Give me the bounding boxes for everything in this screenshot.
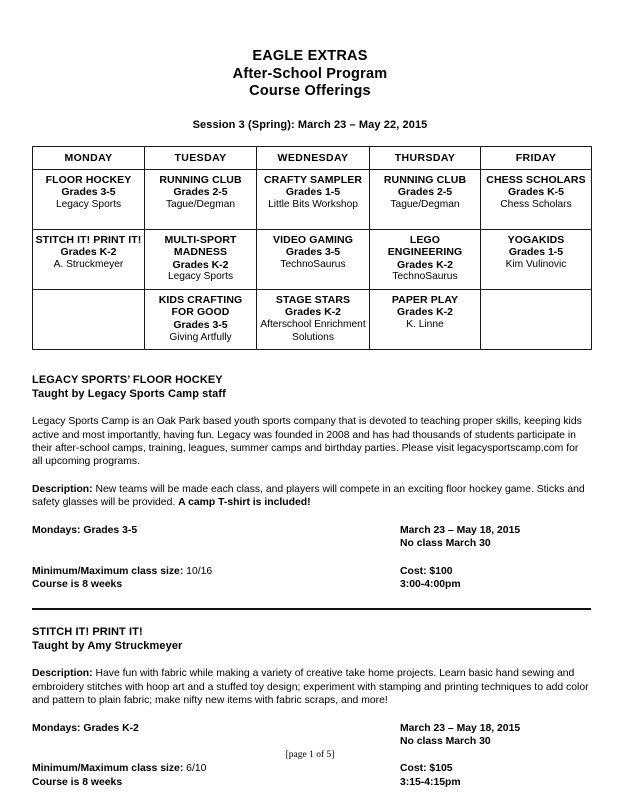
- schedule-cell: [370, 289, 481, 349]
- course-name: RUNNING CLUB: [159, 173, 242, 186]
- course-grades: Grades K-2: [396, 258, 454, 271]
- page-number-footer: [page 1 of 5]: [285, 750, 335, 760]
- description-highlight: A camp T-shirt is included!: [178, 497, 311, 509]
- table-row: [33, 289, 592, 349]
- course-teacher: TechnoSaurus: [280, 258, 346, 270]
- column-header-thursday: THURSDAY: [370, 146, 481, 169]
- course-name: STAGE STARS: [275, 293, 351, 306]
- course-teacher: Legacy Sports: [55, 198, 122, 210]
- logistics-row: [32, 776, 591, 789]
- column-header-monday: MONDAY: [33, 146, 145, 169]
- schedule-cell: [370, 229, 481, 289]
- course-description: [32, 667, 591, 707]
- logistics-row: [32, 537, 591, 550]
- logistics-row: [32, 722, 591, 735]
- course-grades: Grades K-5: [507, 186, 565, 199]
- course-name: PAPER PLAY: [391, 293, 459, 306]
- class-size-label: Minimum/Maximum class size:: [32, 763, 184, 775]
- description-text: Have fun with fabric while making a variety of creative take home projects. Learn basic hand sewing and embroidery stitches with hoop art and a stuffed toy design; experiment with stamping and printing techniques to add color and pattern to plain fabric; make nifty new items with fabric scraps, and more!: [32, 668, 589, 707]
- course-detail-floor-hockey: [32, 374, 591, 591]
- class-size-value: 10/16: [183, 565, 213, 577]
- column-header-wednesday: WEDNESDAY: [257, 146, 370, 169]
- course-schedule-table-wrapper: [32, 146, 591, 351]
- course-day-grades: Mondays: Grades K-2: [32, 722, 139, 734]
- logistics-row: [32, 565, 591, 578]
- schedule-cell: [257, 169, 370, 229]
- course-grades: Grades 2-5: [173, 186, 228, 199]
- course-teacher: TechnoSaurus: [392, 271, 458, 283]
- course-teacher: Tague/Degman: [165, 198, 236, 210]
- course-name: FLOOR HOCKEY: [45, 173, 132, 186]
- course-time: 3:00-4:00pm: [400, 578, 461, 590]
- schedule-cell: [481, 169, 592, 229]
- course-name: YOGAKIDS: [507, 233, 565, 246]
- course-teacher: Giving Artfully: [169, 331, 232, 343]
- schedule-cell: [481, 229, 592, 289]
- course-subheading: Taught by Legacy Sports Camp staff: [32, 387, 226, 400]
- course-no-class-note: No class March 30: [400, 735, 491, 747]
- course-schedule-table: [32, 146, 592, 351]
- course-grades: Grades K-2: [396, 306, 454, 319]
- class-size-label: Minimum/Maximum class size:: [32, 565, 184, 577]
- course-teacher: Legacy Sports: [167, 271, 234, 283]
- schedule-cell: [145, 169, 257, 229]
- page-title-line-2: After-School Program: [232, 65, 388, 82]
- course-teacher: Chess Scholars: [500, 198, 572, 210]
- schedule-cell: [33, 169, 145, 229]
- course-day-grades: Mondays: Grades 3-5: [32, 524, 138, 536]
- schedule-cell: [33, 229, 145, 289]
- course-logistics: [32, 524, 591, 592]
- course-name: KIDS CRAFTING FOR GOOD: [158, 293, 243, 319]
- schedule-cell: [145, 229, 257, 289]
- table-row: [33, 169, 592, 229]
- course-teacher: Kim Vulinovic: [505, 258, 567, 270]
- schedule-cell: [257, 229, 370, 289]
- page-title-line-1: EAGLE EXTRAS: [252, 48, 368, 64]
- class-size-value: 6/10: [183, 763, 207, 775]
- course-class-size: [32, 762, 400, 775]
- description-label: Description:: [32, 668, 93, 680]
- schedule-cell-empty: [481, 289, 592, 349]
- course-heading: STITCH IT! PRINT IT!: [32, 626, 143, 639]
- logistics-row: [32, 578, 591, 591]
- course-detail-stitch-it-print-it: [32, 626, 591, 789]
- course-name: RUNNING CLUB: [383, 173, 467, 186]
- course-grades: Grades 1-5: [285, 186, 341, 199]
- course-name: CRAFTY SAMPLER: [263, 173, 363, 186]
- course-time: 3:15-4:15pm: [400, 776, 461, 788]
- spacer: [32, 551, 591, 565]
- schedule-cell-empty: [33, 289, 145, 349]
- schedule-cell: [145, 289, 257, 349]
- logistics-row: [32, 735, 591, 748]
- course-teacher: A. Struckmeyer: [53, 258, 124, 270]
- course-name: VIDEO GAMING: [273, 233, 353, 246]
- course-grades: Grades 3-5: [61, 186, 116, 199]
- course-grades: Grades K-2: [60, 246, 117, 259]
- page-title-line-3: Course Offerings: [249, 83, 371, 99]
- description-label: Description:: [32, 483, 93, 495]
- course-grades: Grades 1-5: [508, 246, 564, 259]
- section-divider: [32, 608, 591, 610]
- course-subheading: Taught by Amy Struckmeyer: [32, 639, 183, 652]
- course-weeks: Course is 8 weeks: [32, 578, 123, 590]
- course-name: STITCH IT! PRINT IT!: [35, 233, 142, 246]
- course-name: CHESS SCHOLARS: [486, 173, 586, 186]
- course-heading: LEGACY SPORTS’ FLOOR HOCKEY: [32, 374, 223, 387]
- course-class-size: [32, 565, 400, 578]
- description-text: New teams will be made each class, and players will compete in an exciting floor hockey game. Sticks and safety glasses will be provided.: [32, 483, 585, 509]
- session-subtitle: Session 3 (Spring): March 23 – May 22, 2015: [192, 118, 428, 131]
- schedule-cell: [257, 289, 370, 349]
- course-teacher: K. Linne: [406, 319, 444, 331]
- course-teacher: Tague/Degman: [390, 198, 460, 210]
- course-date-range: March 23 – May 18, 2015: [400, 722, 521, 734]
- course-cost: Cost: $105: [400, 763, 453, 775]
- course-grades: Grades K-2: [284, 306, 342, 319]
- course-name: LEGO ENGINEERING: [387, 233, 463, 259]
- course-grades: Grades K-2: [172, 258, 229, 271]
- logistics-row: [32, 762, 591, 775]
- course-description: [32, 483, 591, 510]
- column-header-friday: FRIDAY: [481, 146, 592, 169]
- course-name: MULTI-SPORT MADNESS: [164, 233, 237, 259]
- schedule-cell: [370, 169, 481, 229]
- document-title-block: [0, 0, 620, 101]
- course-date-range: March 23 – May 18, 2015: [400, 524, 521, 536]
- course-grades: Grades 3-5: [173, 319, 228, 332]
- column-header-tuesday: TUESDAY: [145, 146, 257, 169]
- course-grades: Grades 2-5: [397, 186, 453, 199]
- course-cost: Cost: $100: [400, 565, 453, 577]
- course-teacher: Little Bits Workshop: [268, 198, 358, 210]
- table-row: [33, 229, 592, 289]
- course-paragraph: Legacy Sports Camp is an Oak Park based youth sports company that is devoted to teaching proper skills, keeping kids active and most importantly, having fun. Legacy was founded in 2008 and has had thousands of students participate in their after-school camps, training, leagues, summer camps and birthday parties. Please visit legacysportscamp.com for all upcoming programs.: [32, 416, 582, 468]
- course-teacher: Afterschool Enrichment Solutions: [260, 319, 366, 343]
- table-header-row: [33, 146, 592, 169]
- logistics-row: [32, 524, 591, 537]
- course-no-class-note: No class March 30: [400, 538, 491, 550]
- course-grades: Grades 3-5: [285, 246, 341, 259]
- course-weeks: Course is 8 weeks: [32, 776, 123, 788]
